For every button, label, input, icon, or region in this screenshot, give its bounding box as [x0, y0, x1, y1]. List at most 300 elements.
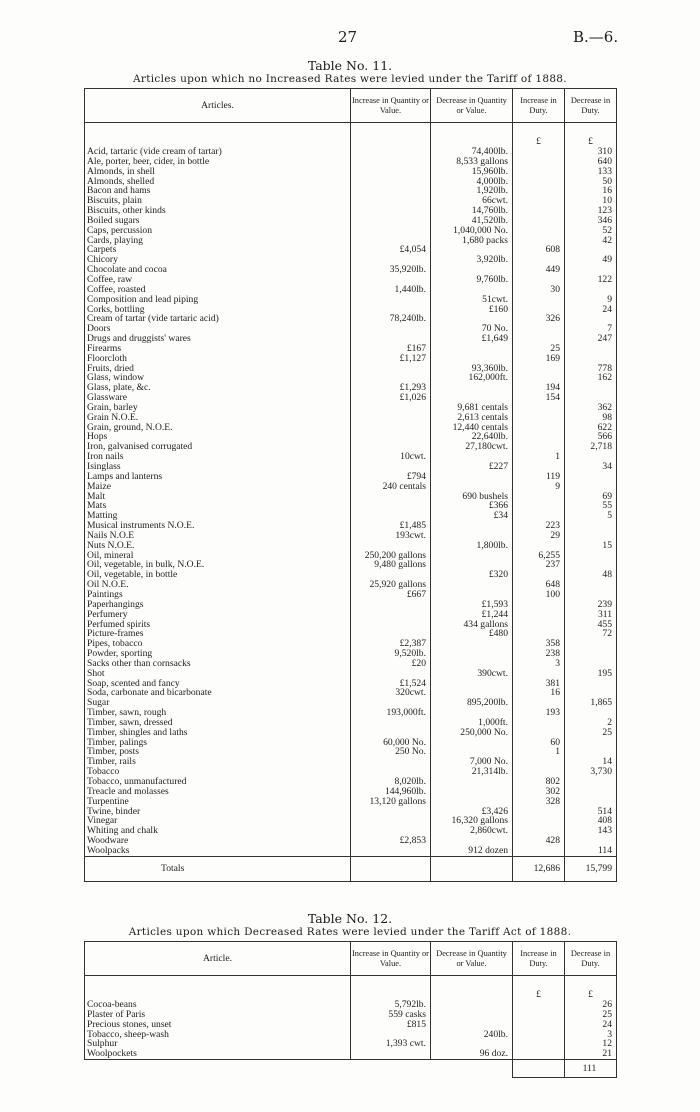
decrease-quantity-cell: 14,760lb.: [431, 206, 513, 216]
decrease-duty-cell: 247: [565, 334, 617, 344]
table-row: [85, 275, 617, 285]
article-cell: Glass, window: [85, 373, 351, 383]
table-row: [85, 521, 617, 531]
increase-duty-cell: 237: [513, 560, 565, 570]
table-row: [85, 757, 617, 767]
table-row: [85, 157, 617, 167]
decrease-quantity-cell: [431, 580, 513, 590]
article-cell: Tobacco: [85, 767, 351, 777]
article-cell: Coffee, roasted: [85, 285, 351, 295]
increase-quantity-cell: 13,120 gallons: [351, 797, 431, 807]
table-row: [85, 305, 617, 315]
decrease-duty-cell: 2: [565, 718, 617, 728]
decrease-duty-cell: 114: [565, 846, 617, 856]
table-row: [85, 482, 617, 492]
increase-quantity-cell: £1,026: [351, 393, 431, 403]
increase-duty-cell: [513, 442, 565, 452]
decrease-quantity-cell: 3,920lb.: [431, 255, 513, 265]
decrease-quantity-cell: 27,180cwt.: [431, 442, 513, 452]
pound-sign: £: [513, 989, 565, 1000]
decrease-duty-cell: 52: [565, 226, 617, 236]
decrease-quantity-cell: 12,440 centals: [431, 423, 513, 433]
decrease-quantity-cell: [431, 245, 513, 255]
decrease-duty-cell: [565, 747, 617, 757]
decrease-duty-cell: 310: [565, 147, 617, 157]
increase-quantity-cell: [351, 255, 431, 265]
increase-duty-cell: 328: [513, 797, 565, 807]
article-cell: Timber, shingles and laths: [85, 728, 351, 738]
decrease-duty-cell: [565, 777, 617, 787]
article-cell: Shot: [85, 669, 351, 679]
increase-duty-cell: [513, 816, 565, 826]
increase-duty-cell: [513, 157, 565, 167]
article-cell: Sugar: [85, 698, 351, 708]
increase-duty-cell: [513, 1010, 565, 1020]
decrease-duty-cell: 48: [565, 570, 617, 580]
table-row: [85, 432, 617, 442]
spacer-cell: [565, 976, 617, 990]
increase-duty-cell: [513, 206, 565, 216]
table-row: [85, 688, 617, 698]
increase-duty-cell: 449: [513, 265, 565, 275]
article-cell: Malt: [85, 492, 351, 502]
increase-duty-cell: 428: [513, 836, 565, 846]
increase-duty-cell: [513, 167, 565, 177]
decrease-duty-cell: [565, 472, 617, 482]
decrease-quantity-cell: £480: [431, 629, 513, 639]
article-cell: Caps, percussion: [85, 226, 351, 236]
article-cell: Powder, sporting: [85, 649, 351, 659]
increase-quantity-cell: 320cwt.: [351, 688, 431, 698]
spacer-cell: [85, 976, 351, 990]
table-row: [85, 541, 617, 551]
article-cell: Doors: [85, 324, 351, 334]
column-header-increase-duty: Increase in Duty.: [513, 89, 565, 123]
increase-quantity-cell: £167: [351, 344, 431, 354]
decrease-quantity-cell: 2,860cwt.: [431, 826, 513, 836]
decrease-duty-cell: [565, 560, 617, 570]
unit-cell: [431, 989, 513, 1000]
increase-duty-cell: [513, 1020, 565, 1030]
pound-sign: £: [513, 136, 565, 147]
article-cell: Almonds, shelled: [85, 177, 351, 187]
decrease-quantity-cell: [431, 708, 513, 718]
increase-duty-cell: 358: [513, 639, 565, 649]
increase-duty-cell: [513, 275, 565, 285]
sum-blank-cell: [513, 1060, 565, 1078]
table-row: [85, 826, 617, 836]
table-11: [84, 88, 617, 882]
increase-duty-cell: 648: [513, 580, 565, 590]
increase-quantity-cell: [351, 216, 431, 226]
decrease-quantity-cell: 8,533 gallons: [431, 157, 513, 167]
decrease-quantity-cell: [431, 265, 513, 275]
increase-quantity-cell: 144,960lb.: [351, 787, 431, 797]
spacer-cell: [565, 123, 617, 137]
increase-quantity-cell: [351, 196, 431, 206]
increase-quantity-cell: [351, 492, 431, 502]
increase-quantity-cell: [351, 846, 431, 856]
increase-quantity-cell: [351, 157, 431, 167]
article-cell: Picture-frames: [85, 629, 351, 639]
increase-duty-cell: [513, 610, 565, 620]
table-row: [85, 551, 617, 561]
increase-duty-cell: [513, 462, 565, 472]
increase-quantity-cell: 250,200 gallons: [351, 551, 431, 561]
decrease-quantity-cell: [431, 777, 513, 787]
increase-quantity-cell: 559 casks: [351, 1010, 431, 1020]
article-cell: Ale, porter, beer, cider, in bottle: [85, 157, 351, 167]
article-cell: Oil, vegetable, in bulk, N.O.E.: [85, 560, 351, 570]
article-cell: Cocoa-beans: [85, 1000, 351, 1010]
article-cell: Oil N.O.E.: [85, 580, 351, 590]
increase-duty-cell: [513, 629, 565, 639]
decrease-quantity-cell: £34: [431, 511, 513, 521]
article-cell: Grain N.O.E.: [85, 413, 351, 423]
increase-duty-cell: [513, 767, 565, 777]
increase-quantity-cell: £4,054: [351, 245, 431, 255]
article-cell: Glass, plate, &c.: [85, 383, 351, 393]
table-row: [85, 354, 617, 364]
table-row: [85, 629, 617, 639]
decrease-duty-cell: 123: [565, 206, 617, 216]
decrease-quantity-cell: 21,314lb.: [431, 767, 513, 777]
increase-quantity-cell: [351, 364, 431, 374]
decrease-duty-cell: 162: [565, 373, 617, 383]
table-row: [85, 1049, 617, 1059]
increase-duty-cell: [513, 226, 565, 236]
increase-duty-cell: [513, 423, 565, 433]
decrease-quantity-cell: 1,800lb.: [431, 541, 513, 551]
table-row: [85, 767, 617, 777]
increase-quantity-cell: 193cwt.: [351, 531, 431, 541]
article-cell: Treacle and molasses: [85, 787, 351, 797]
increase-quantity-cell: 240 centals: [351, 482, 431, 492]
decrease-duty-cell: 566: [565, 432, 617, 442]
increase-duty-cell: 326: [513, 314, 565, 324]
decrease-duty-cell: [565, 787, 617, 797]
increase-quantity-cell: £1,485: [351, 521, 431, 531]
article-cell: Plaster of Paris: [85, 1010, 351, 1020]
increase-quantity-cell: [351, 816, 431, 826]
decrease-quantity-cell: 390cwt.: [431, 669, 513, 679]
table-row: [85, 206, 617, 216]
decrease-duty-cell: [565, 659, 617, 669]
spacer-row: [85, 976, 617, 990]
decrease-duty-cell: 3,730: [565, 767, 617, 777]
spacer-cell: [513, 976, 565, 990]
decrease-quantity-cell: £1,593: [431, 600, 513, 610]
article-cell: Firearms: [85, 344, 351, 354]
decrease-quantity-cell: [431, 452, 513, 462]
increase-quantity-cell: [351, 206, 431, 216]
decrease-duty-cell: [565, 314, 617, 324]
article-cell: Biscuits, plain: [85, 196, 351, 206]
article-cell: Timber, posts: [85, 747, 351, 757]
article-cell: Timber, palings: [85, 738, 351, 748]
article-cell: Carpets: [85, 245, 351, 255]
table-row: [85, 344, 617, 354]
table-row: [85, 787, 617, 797]
article-cell: Cards, playing: [85, 236, 351, 246]
decrease-quantity-cell: [431, 1020, 513, 1030]
article-cell: Maize: [85, 482, 351, 492]
decrease-duty-cell: 69: [565, 492, 617, 502]
decrease-quantity-cell: 96 doz.: [431, 1049, 513, 1059]
decrease-duty-cell: [565, 836, 617, 846]
column-header-article: Article.: [85, 942, 351, 976]
decrease-duty-cell: [565, 551, 617, 561]
article-cell: Biscuits, other kinds: [85, 206, 351, 216]
article-cell: Boiled sugars: [85, 216, 351, 226]
increase-duty-cell: [513, 698, 565, 708]
increase-quantity-cell: [351, 373, 431, 383]
table-row: [85, 364, 617, 374]
decrease-duty-cell: 72: [565, 629, 617, 639]
article-cell: Mats: [85, 501, 351, 511]
table-row: [85, 226, 617, 236]
decrease-quantity-cell: [431, 659, 513, 669]
decrease-quantity-cell: 240lb.: [431, 1030, 513, 1040]
decrease-duty-cell: 133: [565, 167, 617, 177]
pound-sign: £: [565, 989, 617, 1000]
article-cell: Grain, barley: [85, 403, 351, 413]
table-row: [85, 314, 617, 324]
decrease-quantity-cell: 1,920lb.: [431, 186, 513, 196]
increase-quantity-cell: 5,792lb.: [351, 1000, 431, 1010]
table-row: [85, 413, 617, 423]
increase-quantity-cell: 250 No.: [351, 747, 431, 757]
increase-quantity-cell: [351, 186, 431, 196]
decrease-quantity-cell: 15,960lb.: [431, 167, 513, 177]
increase-duty-cell: 194: [513, 383, 565, 393]
table-11-title: Table No. 11.: [307, 58, 393, 73]
increase-quantity-cell: [351, 807, 431, 817]
decrease-quantity-cell: 9,760lb.: [431, 275, 513, 285]
article-cell: Paintings: [85, 590, 351, 600]
decrease-quantity-cell: [431, 679, 513, 689]
article-cell: Iron, galvanised corrugated: [85, 442, 351, 452]
decrease-duty-cell: 5: [565, 511, 617, 521]
decrease-duty-cell: [565, 482, 617, 492]
table-row: [85, 393, 617, 403]
increase-quantity-cell: 10cwt.: [351, 452, 431, 462]
table-row: [85, 836, 617, 846]
decrease-quantity-cell: [431, 787, 513, 797]
table-12-title: Table No. 12.: [307, 911, 393, 926]
decrease-quantity-cell: [431, 738, 513, 748]
article-cell: Vinegar: [85, 816, 351, 826]
currency-unit-row: [85, 136, 617, 147]
increase-duty-cell: 608: [513, 245, 565, 255]
increase-duty-cell: 223: [513, 521, 565, 531]
increase-duty-cell: [513, 196, 565, 206]
table-row: [85, 492, 617, 502]
decrease-duty-cell: 12: [565, 1039, 617, 1049]
decrease-quantity-cell: [431, 639, 513, 649]
table-row: [85, 1039, 617, 1049]
decrease-duty-cell: [565, 344, 617, 354]
column-header-decrease-duty: Decrease in Duty.: [565, 942, 617, 976]
article-cell: Timber, sawn, rough: [85, 708, 351, 718]
decrease-quantity-cell: 1,040,000 No.: [431, 226, 513, 236]
article-cell: Oil, mineral: [85, 551, 351, 561]
increase-quantity-cell: 60,000 No.: [351, 738, 431, 748]
increase-duty-cell: [513, 620, 565, 630]
increase-duty-cell: [513, 669, 565, 679]
increase-duty-cell: 29: [513, 531, 565, 541]
decrease-quantity-cell: £227: [431, 462, 513, 472]
document-reference: B.—6.: [573, 28, 619, 46]
decrease-duty-cell: [565, 688, 617, 698]
sum-row: [85, 1060, 617, 1078]
table-row: [85, 600, 617, 610]
table-row: [85, 846, 617, 856]
table-row: [85, 1020, 617, 1030]
table-row: [85, 728, 617, 738]
currency-unit-row: [85, 989, 617, 1000]
table-row: [85, 807, 617, 817]
decrease-quantity-cell: £3,426: [431, 807, 513, 817]
article-cell: Sacks other than cornsacks: [85, 659, 351, 669]
increase-quantity-cell: 1,393 cwt.: [351, 1039, 431, 1049]
decrease-duty-cell: 514: [565, 807, 617, 817]
increase-quantity-cell: [351, 826, 431, 836]
decrease-quantity-cell: [431, 354, 513, 364]
article-cell: Cream of tartar (vide tartaric acid): [85, 314, 351, 324]
decrease-quantity-cell: [431, 649, 513, 659]
table-row: [85, 245, 617, 255]
table-row: [85, 610, 617, 620]
totals-blank-cell: [431, 856, 513, 881]
table-row: [85, 423, 617, 433]
article-cell: Sulphur: [85, 1039, 351, 1049]
table-row: [85, 373, 617, 383]
increase-quantity-cell: [351, 275, 431, 285]
increase-duty-cell: 238: [513, 649, 565, 659]
article-cell: Acid, tartaric (vide cream of tartar): [85, 147, 351, 157]
article-cell: Soap, scented and fancy: [85, 679, 351, 689]
table-row: [85, 255, 617, 265]
increase-duty-cell: [513, 432, 565, 442]
article-cell: Chocolate and cocoa: [85, 265, 351, 275]
table-row: [85, 718, 617, 728]
decrease-quantity-cell: 4,000lb.: [431, 177, 513, 187]
increase-quantity-cell: [351, 226, 431, 236]
decrease-quantity-cell: £160: [431, 305, 513, 315]
article-cell: Lamps and lanterns: [85, 472, 351, 482]
increase-quantity-cell: 193,000ft.: [351, 708, 431, 718]
increase-duty-cell: [513, 216, 565, 226]
increase-quantity-cell: [351, 698, 431, 708]
decrease-duty-cell: 311: [565, 610, 617, 620]
decrease-quantity-cell: [431, 521, 513, 531]
column-header-decrease-duty: Decrease in Duty.: [565, 89, 617, 123]
table-row: [85, 669, 617, 679]
increase-quantity-cell: [351, 511, 431, 521]
article-cell: Hops: [85, 432, 351, 442]
table-row: [85, 1010, 617, 1020]
table-row: [85, 147, 617, 157]
column-header-decrease-quantity: Decrease in Quantity or Value.: [431, 942, 513, 976]
increase-quantity-cell: £2,853: [351, 836, 431, 846]
table-12: [84, 941, 617, 1078]
decrease-quantity-cell: [431, 1039, 513, 1049]
decrease-duty-cell: 2,718: [565, 442, 617, 452]
increase-quantity-cell: [351, 767, 431, 777]
article-cell: Chicory: [85, 255, 351, 265]
increase-quantity-cell: [351, 669, 431, 679]
article-cell: Timber, rails: [85, 757, 351, 767]
table-row: [85, 620, 617, 630]
spacer-cell: [431, 976, 513, 990]
increase-duty-cell: 30: [513, 285, 565, 295]
table-row: [85, 196, 617, 206]
increase-duty-cell: [513, 511, 565, 521]
decrease-duty-cell: [565, 590, 617, 600]
page-number: 27: [338, 28, 358, 46]
increase-duty-cell: [513, 364, 565, 374]
table-row: [85, 442, 617, 452]
table-row: [85, 186, 617, 196]
sum-blank-cell: [85, 1060, 351, 1078]
increase-duty-cell: [513, 236, 565, 246]
decrease-duty-cell: 14: [565, 757, 617, 767]
decrease-duty-cell: 55: [565, 501, 617, 511]
table-row: [85, 659, 617, 669]
decrease-duty-cell: 122: [565, 275, 617, 285]
increase-duty-cell: 381: [513, 679, 565, 689]
increase-quantity-cell: [351, 432, 431, 442]
increase-duty-cell: [513, 501, 565, 511]
table-row: [85, 167, 617, 177]
pound-sign: £: [565, 136, 617, 147]
decrease-quantity-cell: £1,649: [431, 334, 513, 344]
article-cell: Woolpacks: [85, 846, 351, 856]
table-12-header-row: [85, 942, 617, 976]
decrease-quantity-cell: [431, 688, 513, 698]
increase-quantity-cell: £815: [351, 1020, 431, 1030]
increase-duty-cell: [513, 846, 565, 856]
decrease-quantity-cell: [431, 747, 513, 757]
decrease-duty-cell: 49: [565, 255, 617, 265]
decrease-duty-cell: 25: [565, 1010, 617, 1020]
decrease-duty-cell: [565, 265, 617, 275]
increase-duty-cell: [513, 1039, 565, 1049]
increase-duty-cell: [513, 807, 565, 817]
decrease-quantity-cell: 51cwt.: [431, 295, 513, 305]
decrease-duty-cell: [565, 354, 617, 364]
increase-quantity-cell: [351, 728, 431, 738]
table-row: [85, 698, 617, 708]
table-row: [85, 177, 617, 187]
decrease-duty-cell: 10: [565, 196, 617, 206]
decrease-duty-cell: 1,865: [565, 698, 617, 708]
decrease-quantity-cell: 912 dozen: [431, 846, 513, 856]
table-row: [85, 383, 617, 393]
decrease-duty-cell: 346: [565, 216, 617, 226]
increase-quantity-cell: 9,520lb.: [351, 649, 431, 659]
unit-cell: [85, 989, 351, 1000]
table-row: [85, 590, 617, 600]
table-row: [85, 531, 617, 541]
article-cell: Coffee, raw: [85, 275, 351, 285]
article-cell: Paperhangings: [85, 600, 351, 610]
article-cell: Corks, bottling: [85, 305, 351, 315]
sum-blank-cell: [431, 1060, 513, 1078]
table-row: [85, 649, 617, 659]
article-cell: Perfumed spirits: [85, 620, 351, 630]
